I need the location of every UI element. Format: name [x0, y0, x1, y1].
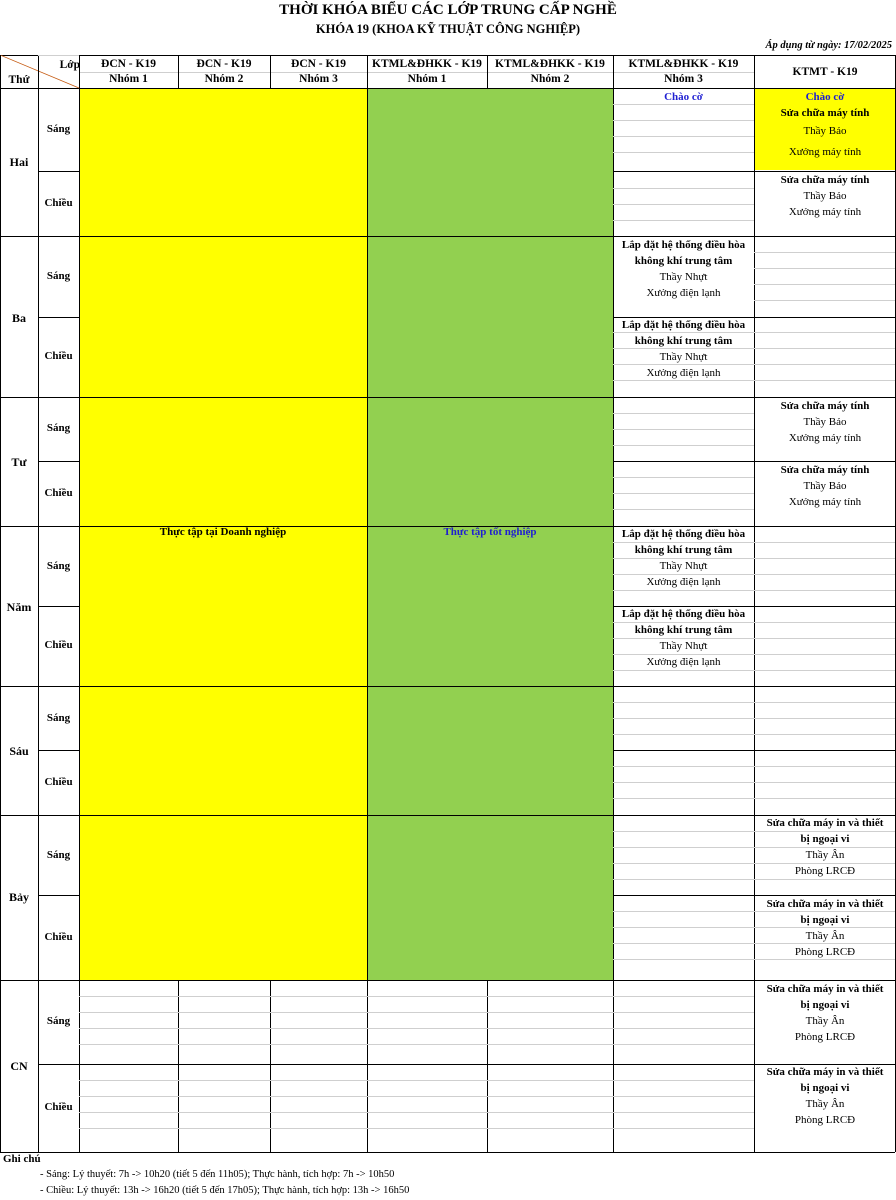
grid-line: [754, 638, 895, 639]
grid-line: [613, 943, 754, 944]
grid-line: [38, 750, 79, 751]
grid-line: [613, 509, 754, 510]
grid-line: [613, 493, 754, 494]
session-fri-am: Sáng: [46, 712, 71, 724]
grid-line: [0, 1152, 895, 1153]
session-wed-am: Sáng: [46, 422, 71, 434]
grid-line: [754, 380, 895, 381]
ktmt-wed-am: Sửa chữa máy tính Thầy Bảo Xưởng máy tính: [780, 400, 870, 444]
grid-line: [613, 670, 754, 671]
grid-line: [613, 1112, 754, 1113]
grid-line: [754, 718, 895, 719]
grid-line: [754, 268, 895, 269]
grid-line: [613, 734, 754, 735]
ktml3-thu-pm: Lắp đặt hệ thống điều hòa không khí trung tâm Thầy Nhựt Xưởng điện lạnh: [621, 608, 746, 668]
grid-line: [38, 461, 79, 462]
grid-line: [79, 55, 80, 1152]
ktml3-thu-am: Lắp đặt hệ thống điều hòa không khí trung tâm Thầy Nhựt Xưởng điện lạnh: [621, 528, 746, 588]
ktmt-wed-pm: Sửa chữa máy tính Thầy Bảo Xưởng máy tính: [780, 464, 870, 508]
grid-line: [613, 863, 754, 864]
grid-line: [613, 1044, 754, 1045]
header-lop: Lớp: [59, 59, 80, 71]
grid-line: [613, 120, 754, 121]
grid-line: [487, 980, 488, 1152]
grid-line: [38, 317, 79, 318]
grid-line: [0, 236, 895, 237]
effective-date: Áp dụng từ ngày: 17/02/2025: [765, 40, 892, 51]
grid-line: [270, 980, 271, 1152]
ktmt-mon-pm: Sửa chữa máy tính Thầy Bảo Xưởng máy tính: [780, 174, 870, 218]
grid-line: [38, 1064, 79, 1065]
ktml-graduation-label: Thực tập tốt nghiệp: [443, 526, 537, 538]
grid-line: [754, 284, 895, 285]
ktmt-sun-am: Sửa chữa máy in và thiết bị ngoại vi Thầy Ân Phòng LRCĐ: [766, 983, 884, 1043]
session-tue-am: Sáng: [46, 270, 71, 282]
ktmt-sun-pm: Sửa chữa máy in và thiết bị ngoại vi Thầy Ân Phòng LRCĐ: [766, 1066, 884, 1126]
grid-line: [79, 1080, 613, 1081]
grid-line: [754, 798, 895, 799]
header-class-2: ĐCN - K19 Nhóm 2: [196, 58, 252, 85]
grid-line: [613, 1080, 754, 1081]
session-sun-am: Sáng: [46, 1015, 71, 1027]
grid-line: [79, 1096, 613, 1097]
day-wed: Tư: [11, 455, 27, 469]
grid-line: [754, 654, 895, 655]
notes-afternoon: - Chiều: Lý thuyết: 13h -> 16h20 (tiết 5 đến 17h05); Thực hành, tích hợp: 13h -> 16h50: [40, 1185, 410, 1196]
grid-line: [754, 879, 895, 880]
grid-line: [613, 702, 754, 703]
header-class-1: ĐCN - K19 Nhóm 1: [101, 58, 156, 85]
grid-line: [613, 590, 754, 591]
grid-line: [754, 348, 895, 349]
grid-line: [754, 734, 895, 735]
day-sun: CN: [10, 1059, 28, 1073]
header-thu: Thứ: [8, 74, 30, 86]
grid-line: [754, 364, 895, 365]
ktmt-sat-pm: Sửa chữa máy in và thiết bị ngoại vi Thầy Ân Phòng LRCĐ: [766, 898, 884, 958]
grid-line: [613, 798, 754, 799]
session-sat-pm: Chiều: [44, 931, 73, 943]
grid-line: [754, 574, 895, 575]
grid-line: [613, 188, 754, 189]
grid-line: [754, 622, 895, 623]
ktml3-tue-am: Lắp đặt hệ thống điều hòa không khí trung tâm Thầy Nhựt Xưởng điện lạnh: [621, 239, 746, 299]
ktml3-tue-pm: Lắp đặt hệ thống điều hòa không khí trung tâm Thầy Nhựt Xưởng điện lạnh: [621, 319, 746, 379]
day-tue: Ba: [11, 311, 26, 325]
grid-line: [0, 686, 895, 687]
grid-line: [178, 980, 179, 1152]
grid-line: [79, 1012, 613, 1013]
grid-line: [613, 718, 754, 719]
grid-line: [79, 1112, 613, 1113]
grid-line: [754, 702, 895, 703]
grid-line: [754, 670, 895, 671]
session-sun-pm: Chiều: [44, 1101, 73, 1113]
grid-line: [613, 477, 754, 478]
grid-line: [613, 429, 754, 430]
grid-line: [0, 526, 895, 527]
grid-line: [754, 252, 895, 253]
grid-line: [613, 782, 754, 783]
header-class-5: KTML&ĐHKK - K19 Nhóm 2: [495, 58, 605, 85]
day-fri: Sáu: [9, 744, 29, 758]
header-class-3: ĐCN - K19 Nhóm 3: [291, 58, 346, 85]
grid-line: [38, 171, 79, 172]
grid-line: [79, 1064, 613, 1065]
grid-line: [613, 1128, 754, 1129]
grid-line: [613, 152, 754, 153]
session-tue-pm: Chiều: [44, 350, 73, 362]
ktml3-mon-am-chaoco: Chào cờ: [664, 91, 703, 103]
dcn-internship-label: Thực tập tại Doanh nghiệp: [159, 526, 287, 538]
grid-line: [38, 55, 39, 1152]
day-thu: Năm: [6, 600, 32, 614]
session-sat-am: Sáng: [46, 849, 71, 861]
grid-line: [754, 542, 895, 543]
grid-line: [754, 300, 895, 301]
ktmt-sat-am: Sửa chữa máy in và thiết bị ngoại vi Thầy Ân Phòng LRCĐ: [766, 817, 884, 877]
ktmt-mon-am: Chào cờ Sửa chữa máy tính Thầy Bảo Xưởng máy tính: [780, 91, 870, 158]
session-thu-pm: Chiều: [44, 639, 73, 651]
header-class-7: KTMT - K19: [792, 66, 858, 78]
grid-line: [79, 1128, 613, 1129]
dcn-internship-block: [79, 88, 367, 980]
grid-line: [367, 55, 368, 1152]
grid-line: [613, 927, 754, 928]
grid-line: [613, 220, 754, 221]
session-wed-pm: Chiều: [44, 487, 73, 499]
grid-line: [613, 847, 754, 848]
grid-line: [754, 332, 895, 333]
grid-line: [0, 55, 895, 56]
grid-line: [38, 895, 79, 896]
session-mon-am: Sáng: [46, 123, 71, 135]
grid-line: [754, 766, 895, 767]
grid-line: [38, 606, 79, 607]
grid-line: [613, 996, 754, 997]
grid-line: [754, 782, 895, 783]
grid-line: [79, 1028, 613, 1029]
notes-label: Ghi chú: [3, 1153, 41, 1165]
grid-line: [613, 445, 754, 446]
grid-line: [613, 911, 754, 912]
grid-line: [613, 204, 754, 205]
grid-line: [613, 413, 754, 414]
grid-line: [754, 590, 895, 591]
grid-line: [613, 831, 754, 832]
page-subtitle: KHÓA 19 (KHOA KỸ THUẬT CÔNG NGHIỆP): [315, 22, 581, 36]
session-thu-am: Sáng: [46, 560, 71, 572]
grid-line: [613, 1028, 754, 1029]
day-sat: Bảy: [8, 890, 29, 904]
ktml-graduation-block: [367, 88, 613, 980]
grid-line: [754, 558, 895, 559]
grid-line: [79, 1044, 613, 1045]
grid-line: [79, 996, 613, 997]
grid-line: [613, 766, 754, 767]
grid-line: [613, 959, 754, 960]
notes-morning: - Sáng: Lý thuyết: 7h -> 10h20 (tiết 5 đến 11h05); Thực hành, tích hợp: 7h -> 10h50: [40, 1169, 395, 1180]
header-class-6: KTML&ĐHKK - K19 Nhóm 3: [628, 58, 739, 85]
grid-line: [38, 55, 79, 56]
grid-line: [79, 980, 613, 981]
session-fri-pm: Chiều: [44, 776, 73, 788]
page-title: THỜI KHÓA BIỂU CÁC LỚP TRUNG CẤP NGHỀ: [279, 2, 617, 18]
grid-line: [613, 879, 754, 880]
header-class-4: KTML&ĐHKK - K19 Nhóm 1: [372, 58, 482, 85]
grid-line: [613, 1096, 754, 1097]
grid-line: [613, 1012, 754, 1013]
day-mon: Hai: [9, 155, 29, 169]
grid-line: [613, 136, 754, 137]
session-mon-pm: Chiều: [44, 197, 73, 209]
